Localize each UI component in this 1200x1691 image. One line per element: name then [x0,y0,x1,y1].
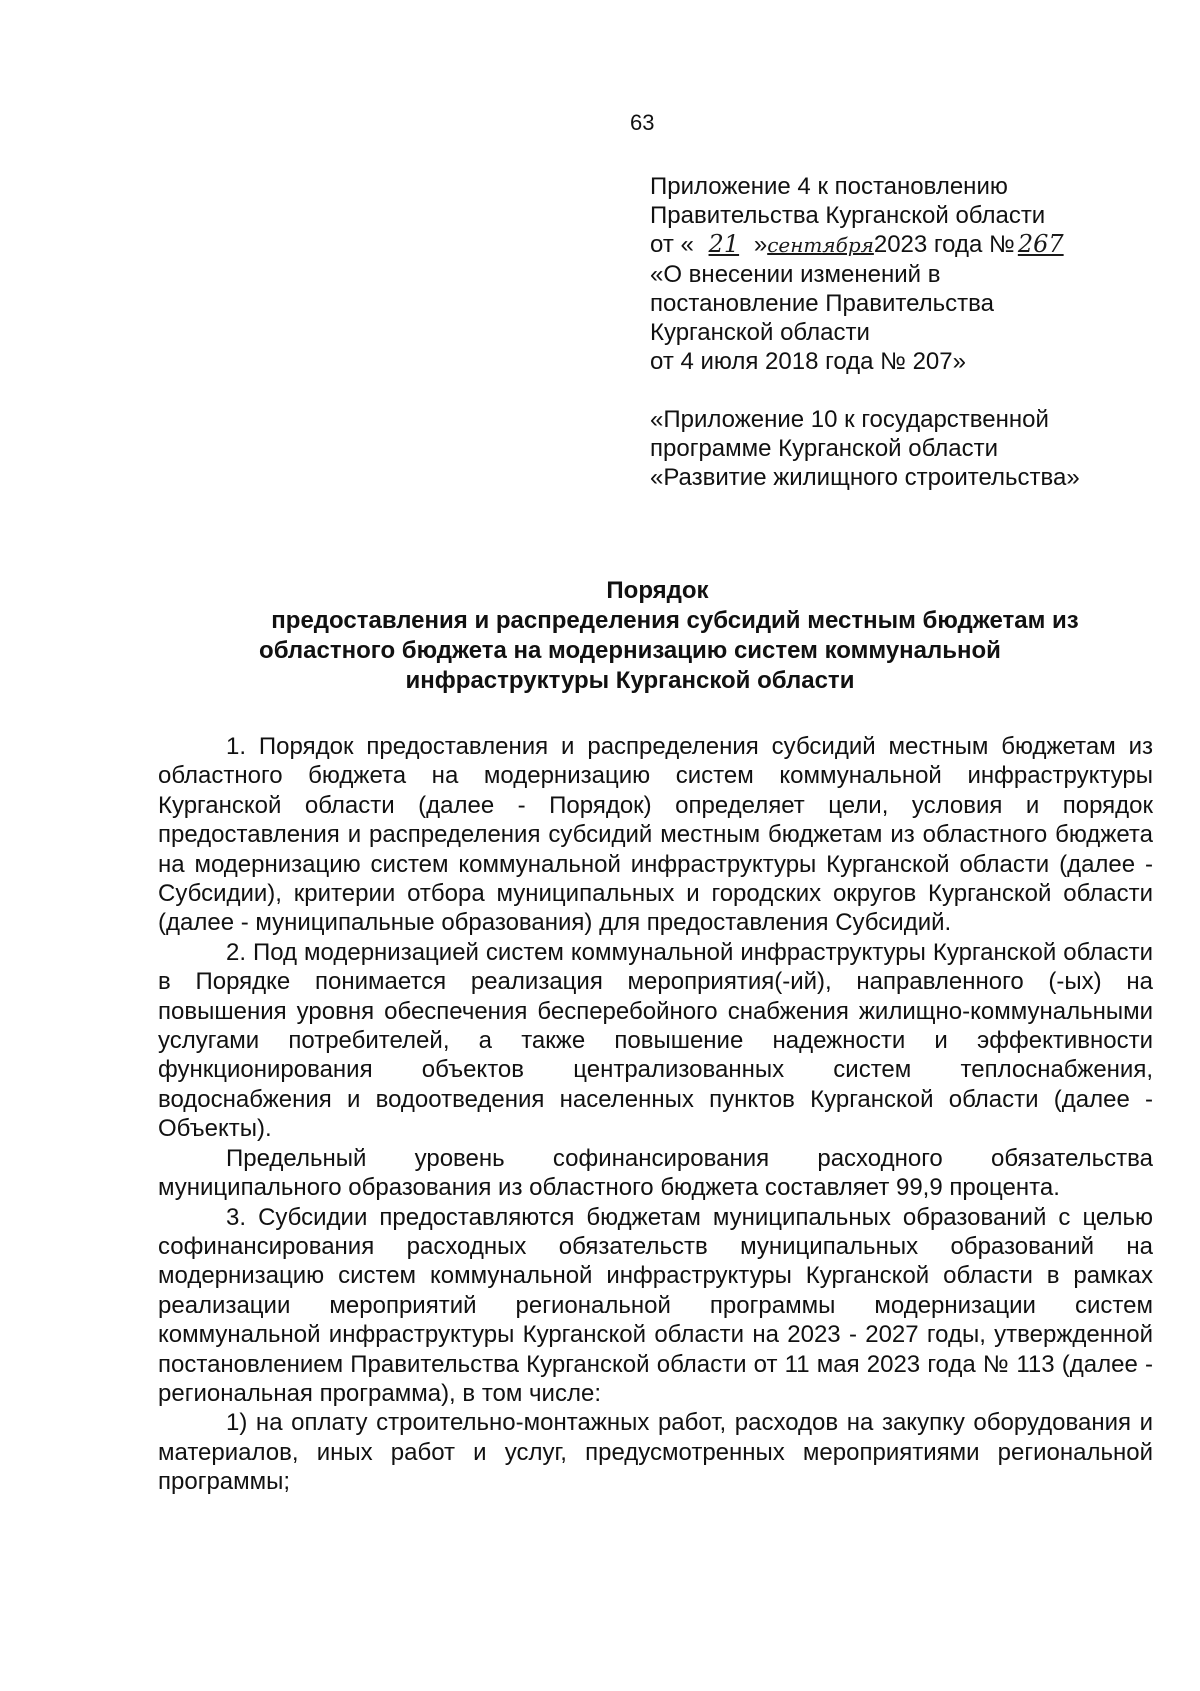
program-attachment-line: программе Курганской области [650,435,998,462]
handwritten-day: 21 [708,230,740,258]
title-line: Порядок [606,577,709,604]
attachment-header [650,172,1150,492]
attachment-line: Приложение 4 к постановлению [650,173,1008,200]
handwritten-month: сентября [767,233,874,257]
page-number: 63 [630,110,655,135]
date-mid: » [753,231,768,258]
program-attachment-line: «Развитие жилищного строительства» [650,464,1080,491]
attachment-line: «О внесении изменений в [650,261,941,288]
date-prefix: от « [650,231,694,258]
paragraph: 1) на оплату строительно-монтажных работ, расходов на закупку оборудования и материалов, иных работ и услуг, предусмотренных мероприятиями региональной программы; [158,1409,1153,1496]
attachment-line: постановление Правительства [650,290,994,317]
paragraph: Предельный уровень софинансирования расходного обязательства муниципального образования из областного бюджета составляет 99,9 процента. [158,1144,1153,1202]
handwritten-doc-number: 267 [1017,230,1064,258]
program-attachment-line: «Приложение 10 к государственной [650,406,1049,433]
paragraph: 2. Под модернизацией систем коммунальной инфраструктуры Курганской области в Порядке понимается реализация мероприятия(-ий), направленного (-ых) на повышения уровня обеспечения бесперебойного снабжения жилищно-коммунальными услугами потребителей, а также повышение надежности и эффективности функционирования объектов централизованных систем теплоснабжения, водоснабжения и водоотведения населенных пунктов Курганской области (далее - Объекты). [158,938,1153,1143]
spacer [650,376,1150,405]
paragraph: 3. Субсидии предоставляются бюджетам муниципальных образований с целью софинансирования расходных обязательств муниципальных образований на модернизацию систем коммунальной инфраструктуры Курганской области в рамках реализации мероприятий региональной программы модернизации систем коммунальной инфраструктуры Курганской области на 2023 - 2027 годы, утвержденной постановлением Правительства Курганской области от 11 мая 2023 года № 113 (далее - региональная программа), в том числе: [158,1203,1153,1407]
title-line: предоставления и распределения субсидий местным бюджетам из [271,607,1079,634]
date-year: 2023 года № [873,231,1015,258]
attachment-line: Курганской области [650,319,870,346]
paragraph: 1. Порядок предоставления и распределения субсидий местным бюджетам из областного бюджета на модернизацию систем коммунальной инфраструктуры Курганской области (далее - Порядок) определяет цели, условия и порядок предоставления и распределения субсидий местным бюджетам из областного бюджета на модернизацию систем коммунальной инфраструктуры Курганской области (далее - Субсидии), критерии отбора муниципальных и городских округов Курганской области (далее - муниципальные образования) для предоставления Субсидий. [158,733,1153,937]
title-line: инфраструктуры Курганской области [405,667,855,694]
title-line: областного бюджета на модернизацию систем коммунальной [259,637,1001,664]
document-body [158,732,1153,1497]
attachment-line: от 4 июля 2018 года № 207» [650,348,966,375]
document-title [0,576,1200,696]
attachment-date-line [650,230,1150,260]
attachment-line: Правительства Курганской области [650,202,1046,229]
